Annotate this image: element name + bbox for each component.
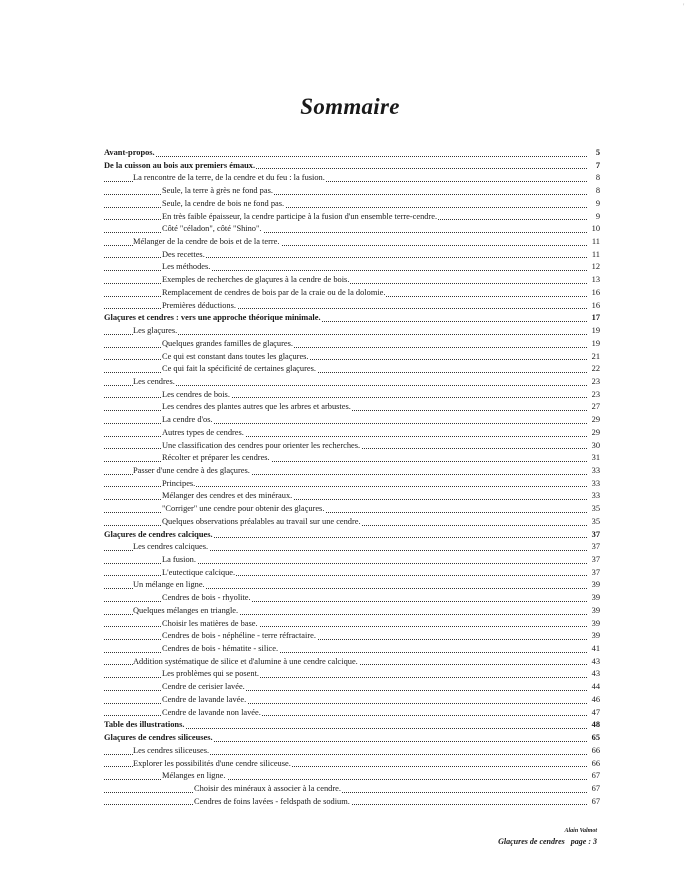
toc-entry [104, 478, 600, 491]
toc-entry-label: Cendre de cerisier lavée. [162, 682, 245, 692]
toc-entry-page: 39 [590, 630, 600, 643]
toc-entry-page: 23 [590, 376, 600, 389]
toc-entry-label: La cendre d'os. [162, 415, 213, 425]
toc-entry [104, 618, 600, 631]
toc-entry-page: 39 [590, 618, 600, 631]
toc-entry [104, 490, 600, 503]
toc-entry [104, 465, 600, 478]
toc-entry-label: Seule, la terre à grès ne fond pas. [162, 186, 273, 196]
toc-entry-label: Les cendres siliceuses. [133, 745, 210, 755]
toc-entry-page: 35 [590, 516, 600, 529]
toc-entry-label: Mélanger de la cendre de bois et de la terre. [133, 237, 280, 247]
dot-leader [104, 385, 587, 386]
toc-entry-label: De la cuisson au bois aux premiers émaux. [104, 160, 256, 170]
toc-entry-label: Passer d'une cendre à des glaçures. [133, 465, 250, 475]
toc-entry-page: 47 [590, 707, 600, 720]
toc-entry [104, 147, 600, 160]
toc-entry [104, 427, 600, 440]
toc-entry [104, 630, 600, 643]
toc-entry [104, 236, 600, 249]
toc-entry-page: 67 [590, 796, 600, 809]
footer-page-number: page : 3 [570, 837, 597, 846]
toc-entry-label: Mélanger des cendres et des minéraux. [162, 491, 293, 501]
toc-entry-label: Récolter et préparer les cendres. [162, 453, 270, 463]
toc-entry-page: 7 [590, 160, 600, 173]
toc-entry-label: Les problèmes qui se posent. [162, 669, 259, 679]
toc-entry-label: Glaçures de cendres calciques. [104, 529, 213, 539]
toc-entry [104, 592, 600, 605]
toc-entry-label: Principes. [162, 478, 196, 488]
toc-entry [104, 796, 600, 809]
toc-entry-page: 19 [590, 325, 600, 338]
toc-entry-label: Les cendres des plantes autres que les arbres et arbustes. [162, 402, 351, 412]
toc-entry-label: Une classification des cendres pour orienter les recherches. [162, 440, 361, 450]
toc-entry-page: 5 [590, 147, 600, 160]
toc-entry [104, 172, 600, 185]
page-title: Sommaire [300, 94, 400, 119]
toc-entry-page: 30 [590, 440, 600, 453]
toc-entry-page: 43 [590, 668, 600, 681]
toc-entry-page: 39 [590, 579, 600, 592]
toc-entry-page: 9 [590, 198, 600, 211]
toc-entry [104, 503, 600, 516]
toc-entry [104, 719, 600, 732]
toc-entry-label: Les méthodes. [162, 262, 211, 272]
toc-entry-label: Côté "céladon", côté "Shino". [162, 224, 262, 234]
toc-entry [104, 516, 600, 529]
toc-entry [104, 325, 600, 338]
toc-entry-label: Les cendres. [133, 376, 175, 386]
toc-entry-page: 10 [590, 223, 600, 236]
toc-entry-label: Glaçures de cendres siliceuses. [104, 733, 213, 743]
toc-entry [104, 440, 600, 453]
toc-entry [104, 389, 600, 402]
toc-entry-page: 66 [590, 758, 600, 771]
toc-entry-label: Exemples de recherches de glaçures à la cendre de bois. [162, 275, 350, 285]
toc-entry-page: 37 [590, 541, 600, 554]
toc-entry-page: 67 [590, 770, 600, 783]
toc-entry-page: 41 [590, 643, 600, 656]
toc-entry-page: 67 [590, 783, 600, 796]
toc-entry-label: Cendres de foins lavées - feldspath de sodium. [194, 796, 350, 806]
toc-entry [104, 414, 600, 427]
toc-entry-page: 17 [590, 312, 600, 325]
toc-entry [104, 758, 600, 771]
toc-entry-label: La rencontre de la terre, de la cendre et du feu : la fusion. [133, 173, 325, 183]
toc-entry [104, 338, 600, 351]
toc-entry [104, 185, 600, 198]
toc-entry-label: Ce qui est constant dans toutes les glaçures. [162, 351, 309, 361]
toc-entry [104, 643, 600, 656]
toc-entry [104, 707, 600, 720]
toc-entry-label: Choisir des minéraux à associer à la cendre. [194, 783, 341, 793]
toc-entry-page: 13 [590, 274, 600, 287]
toc-entry-page: 37 [590, 554, 600, 567]
toc-entry-page: 33 [590, 490, 600, 503]
toc-entry [104, 376, 600, 389]
toc-entry-page: 9 [590, 211, 600, 224]
toc-entry-page: 37 [590, 529, 600, 542]
toc-entry-page: 44 [590, 681, 600, 694]
toc-entry [104, 605, 600, 618]
toc-entry-label: Quelques grandes familles de glaçures. [162, 338, 293, 348]
toc-entry-page: 11 [590, 249, 600, 262]
toc-entry-page: 31 [590, 452, 600, 465]
toc-entry [104, 554, 600, 567]
toc-entry [104, 579, 600, 592]
toc-entry [104, 681, 600, 694]
toc-entry [104, 668, 600, 681]
toc-entry-label: Ce qui fait la spécificité de certaines glaçures. [162, 364, 316, 374]
toc-entry [104, 198, 600, 211]
toc-entry-label: Quelques mélanges en triangle. [133, 605, 239, 615]
toc-entry-label: L'eutectique calcique. [162, 567, 236, 577]
toc-entry-page: 22 [590, 363, 600, 376]
toc-entry-label: Autres types de cendres. [162, 427, 244, 437]
toc-entry [104, 300, 600, 313]
toc-entry-label: Remplacement de cendres de bois par de la craie ou de la dolomie. [162, 287, 386, 297]
toc-entry-label: Un mélange en ligne. [133, 580, 205, 590]
toc-entry-page: 27 [590, 401, 600, 414]
toc-entry-page: 8 [590, 172, 600, 185]
page-footer [498, 837, 597, 846]
toc-entry-page: 11 [590, 236, 600, 249]
toc-entry-label: Quelques observations préalables au travail sur une cendre. [162, 516, 361, 526]
footer-author: Alain Valmot [564, 828, 597, 834]
toc-entry [104, 312, 600, 325]
toc-entry [104, 452, 600, 465]
toc-entry-label: Explorer les possibilités d'une cendre siliceuse. [133, 758, 291, 768]
toc-entry-label: Premières déductions. [162, 300, 236, 310]
toc-entry-page: 21 [590, 351, 600, 364]
toc-entry-label: Choisir les matières de base. [162, 618, 258, 628]
toc-entry [104, 529, 600, 542]
toc-entry-page: 16 [590, 300, 600, 313]
toc-entry-page: 8 [590, 185, 600, 198]
toc-entry [104, 694, 600, 707]
toc-entry-page: 12 [590, 261, 600, 274]
toc-entry-page: 39 [590, 592, 600, 605]
toc-entry-page: 29 [590, 427, 600, 440]
toc-entry-page: 43 [590, 656, 600, 669]
toc-entry-label: Cendre de lavande non lavée. [162, 707, 261, 717]
scan-mark: ' [683, 2, 685, 11]
toc-entry-page: 65 [590, 732, 600, 745]
toc-entry-label: Avant-propos. [104, 148, 155, 157]
toc-entry-label: Cendre de lavande lavée. [162, 694, 247, 704]
toc-entry-label: Glaçures et cendres : vers une approche théorique minimale. [104, 313, 321, 323]
toc-entry-label: Seule, la cendre de bois ne fond pas. [162, 198, 285, 208]
toc-entry-label: La fusion. [162, 555, 196, 564]
toc-entry-label: Mélanges en ligne. [162, 771, 226, 781]
toc-entry [104, 770, 600, 783]
toc-entry [104, 783, 600, 796]
toc-entry-page: 16 [590, 287, 600, 300]
toc-entry-page: 66 [590, 745, 600, 758]
toc-entry-label: Cendres de bois - hématite - silice. [162, 644, 279, 654]
toc-entry [104, 287, 600, 300]
toc-entry-page: 35 [590, 503, 600, 516]
toc-entry-page: 46 [590, 694, 600, 707]
toc-entry-label: Table des illustrations. [104, 720, 185, 730]
toc-entry-label: Les cendres de bois. [162, 389, 230, 399]
toc-entry [104, 351, 600, 364]
toc-entry-page: 19 [590, 338, 600, 351]
toc-entry [104, 541, 600, 554]
toc-entry [104, 274, 600, 287]
toc-entry [104, 363, 600, 376]
toc-entry [104, 656, 600, 669]
toc-entry-page: 39 [590, 605, 600, 618]
toc-entry [104, 401, 600, 414]
toc-entry-page: 33 [590, 478, 600, 491]
toc-entry-label: Cendres de bois - rhyolite. [162, 593, 251, 603]
dot-leader [104, 792, 587, 793]
footer-book-title: Glaçures de cendres [498, 837, 565, 846]
toc-entry [104, 160, 600, 173]
toc-entry-page: 29 [590, 414, 600, 427]
toc-entry-label: Addition systématique de silice et d'alumine à une cendre calcique. [133, 656, 358, 666]
toc-entry-page: 48 [590, 719, 600, 732]
toc-entry [104, 261, 600, 274]
toc-entry [104, 223, 600, 236]
toc-entry-page: 37 [590, 567, 600, 580]
toc-entry-label: Les glaçures. [133, 326, 178, 336]
table-of-contents [104, 147, 600, 808]
toc-entry-label: En très faible épaisseur, la cendre participe à la fusion d'un ensemble terre-cendre. [162, 211, 438, 221]
toc-entry [104, 567, 600, 580]
toc-entry [104, 745, 600, 758]
toc-entry [104, 211, 600, 224]
toc-entry-label: "Corriger" une cendre pour obtenir des glaçures. [162, 504, 325, 514]
toc-entry [104, 249, 600, 262]
toc-entry-label: Les cendres calciques. [133, 542, 209, 552]
toc-entry-page: 23 [590, 389, 600, 402]
toc-entry-label: Des recettes. [162, 249, 205, 259]
toc-entry-label: Cendres de bois - néphéline - terre réfractaire. [162, 631, 316, 641]
dot-leader [104, 156, 587, 157]
toc-entry-page: 33 [590, 465, 600, 478]
toc-entry [104, 732, 600, 745]
